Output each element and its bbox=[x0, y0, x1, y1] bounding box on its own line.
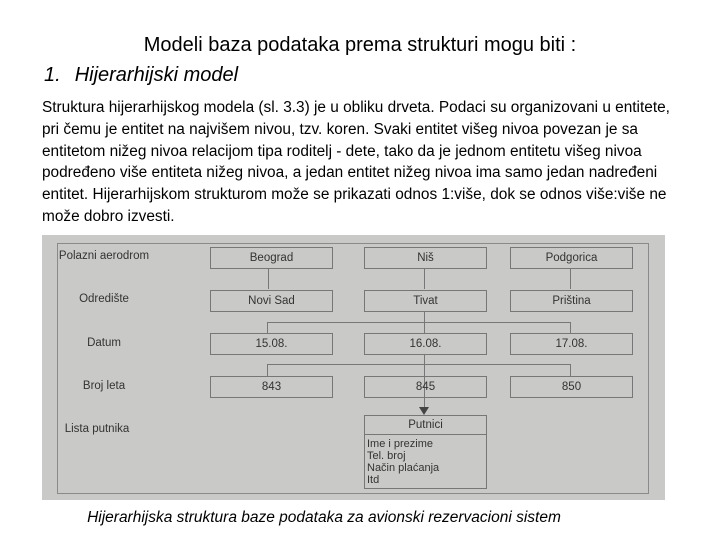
arrow-down-icon bbox=[419, 407, 429, 415]
section-number: 1. bbox=[44, 64, 61, 86]
row-label: Lista putnika bbox=[64, 423, 130, 435]
slide-title: Modeli baza podataka prema strukturi mogu biti : bbox=[143, 34, 577, 56]
connector-line bbox=[267, 364, 570, 365]
row-label: Odredište bbox=[79, 293, 129, 305]
node-destination: Priština bbox=[510, 290, 633, 312]
node-departure: Niš bbox=[364, 247, 487, 269]
node-departure: Podgorica bbox=[510, 247, 633, 269]
node-flight: 850 bbox=[510, 376, 633, 398]
connector-line bbox=[570, 268, 571, 289]
section-title: Hijerarhijski model bbox=[74, 64, 239, 86]
node-flight: 843 bbox=[210, 376, 333, 398]
node-flight: 845 bbox=[364, 376, 487, 398]
node-date: 17.08. bbox=[510, 333, 633, 355]
section-heading bbox=[44, 64, 252, 87]
node-date: 16.08. bbox=[364, 333, 487, 355]
connector-line bbox=[267, 322, 268, 333]
passenger-field: Itd bbox=[367, 474, 380, 486]
connector-line bbox=[424, 268, 425, 289]
node-departure: Beograd bbox=[210, 247, 333, 269]
figure-caption: Hijerarhijska struktura baze podataka za avionski rezervacioni sistem bbox=[87, 509, 561, 526]
connector-line bbox=[570, 364, 571, 376]
node-date: 15.08. bbox=[210, 333, 333, 355]
body-paragraph: Struktura hijerarhijskog modela (sl. 3.3) je u obliku drveta. Podaci su organizovani u entitete, pri čemu je entitet na najvišem nivou, tzv. koren. Svaki entitet višeg nivoa povezan je sa entitetom nižeg nivoa relacijom tipa roditelj - dete, tako da je jednom entitetu višeg nivoa podređeno više entiteta nižeg nivoa, a jedan entitet nižeg nivoa ima samo jedan nadređeni entitet. Hijerarhijskom strukturom može se prikazati odnos 1:više, dok se odnos više:više ne može dobro izvesti. bbox=[42, 99, 670, 225]
passenger-fields bbox=[365, 435, 486, 489]
node-destination: Novi Sad bbox=[210, 290, 333, 312]
row-label: Broj leta bbox=[82, 380, 126, 392]
diagram-frame bbox=[57, 243, 649, 494]
passenger-field: Ime i prezime bbox=[367, 438, 434, 450]
row-label: Datum bbox=[87, 337, 121, 349]
row-label: Polazni aerodrom bbox=[58, 250, 150, 262]
passengers-entity bbox=[364, 415, 487, 489]
connector-line bbox=[267, 322, 570, 323]
passenger-field: Način plaćanja bbox=[367, 462, 440, 474]
passenger-field: Tel. broj bbox=[367, 450, 406, 462]
connector-line bbox=[570, 322, 571, 333]
passengers-title: Putnici bbox=[365, 416, 486, 435]
node-destination: Tivat bbox=[364, 290, 487, 312]
connector-line bbox=[268, 268, 269, 289]
hierarchy-diagram bbox=[42, 235, 665, 500]
connector-line bbox=[267, 364, 268, 376]
